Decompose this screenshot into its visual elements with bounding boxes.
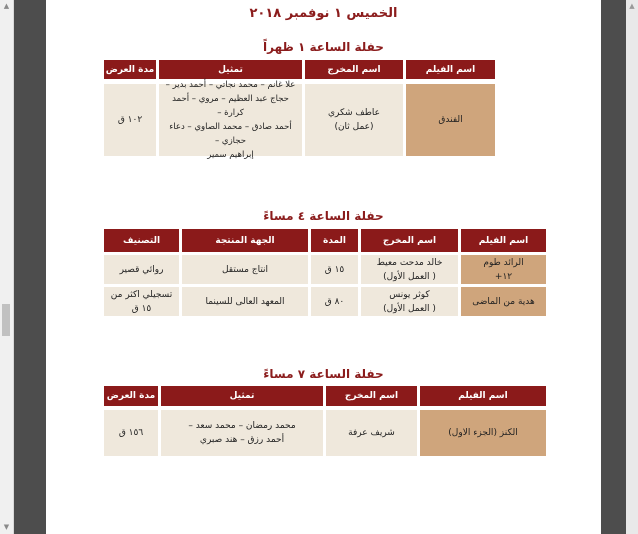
section-2-title: حفلة الساعة ٤ مساءً — [263, 209, 384, 223]
table-cell-category: تسجيلي اكثر من ١٥ ق — [104, 287, 179, 316]
right-scrollbar[interactable] — [626, 0, 638, 534]
table-cell-film: هدية من الماضى — [461, 287, 546, 316]
header-length: المدة — [311, 229, 358, 252]
header-director: اسم المخرج — [326, 386, 417, 406]
table-cell-length: ١٥ ق — [311, 255, 358, 284]
header-producer: الجهة المنتجة — [182, 229, 308, 252]
table-cell-category: روائي قصير — [104, 255, 179, 284]
header-category: التصنيف — [104, 229, 179, 252]
table-cell-film: الفندق — [406, 84, 495, 156]
header-film: اسم الفيلم — [461, 229, 546, 252]
header-duration: مدة العرض — [104, 386, 158, 406]
scroll-down-arrow-icon[interactable]: ▼ — [3, 523, 10, 531]
scroll-up-arrow-icon[interactable]: ▲ — [629, 2, 635, 10]
table-cell-film: الكنز (الجزء الاول) — [420, 410, 546, 456]
left-scrollbar[interactable] — [0, 0, 14, 534]
table-cell-duration: ١٥٦ ق — [104, 410, 158, 456]
header-cast: تمثيل — [159, 60, 302, 79]
table-cell-director: عاطف شكري (عمل ثان) — [305, 84, 403, 156]
header-cast: تمثيل — [161, 386, 323, 406]
scrollbar-thumb[interactable] — [2, 304, 10, 336]
date-title: الخميس ١ نوفمبر ٢٠١٨ — [249, 6, 398, 21]
table-cell-film: الرائد طوم ١٢+ — [461, 255, 546, 284]
section-1-title: حفلة الساعة ١ ظهراً — [263, 40, 384, 54]
table-cell-cast: محمد رمضان – محمد سعد – أحمد رزق – هند صبري — [161, 410, 323, 456]
scroll-up-arrow-icon[interactable]: ▲ — [3, 2, 10, 10]
table-cell-director: شريف عرفة — [326, 410, 417, 456]
header-film: اسم الفيلم — [420, 386, 546, 406]
table-cell-duration: ١٠٢ ق — [104, 84, 156, 156]
header-director: اسم المخرج — [361, 229, 458, 252]
table-cell-producer: انتاج مستقل — [182, 255, 308, 284]
table-cell-director: خالد مدحت معيط ( العمل الأول) — [361, 255, 458, 284]
section-3-title: حفلة الساعة ٧ مساءً — [263, 367, 384, 381]
table-cell-cast: علا غانم – محمد نجاتي – أحمد بدير – حجاج عبد العظيم – مروي – أحمد كرارة – أحمد صادق – محمد الصاوي – دعاء حجازي – إبراهيم سمير — [159, 84, 302, 156]
header-director: اسم المخرج — [305, 60, 403, 79]
header-duration: مدة العرض — [104, 60, 156, 79]
header-film: اسم الفيلم — [406, 60, 495, 79]
table-cell-producer: المعهد العالى للسينما — [182, 287, 308, 316]
document-page — [46, 0, 601, 534]
table-cell-director: كوثر يونس ( العمل الأول) — [361, 287, 458, 316]
table-cell-length: ٨٠ ق — [311, 287, 358, 316]
